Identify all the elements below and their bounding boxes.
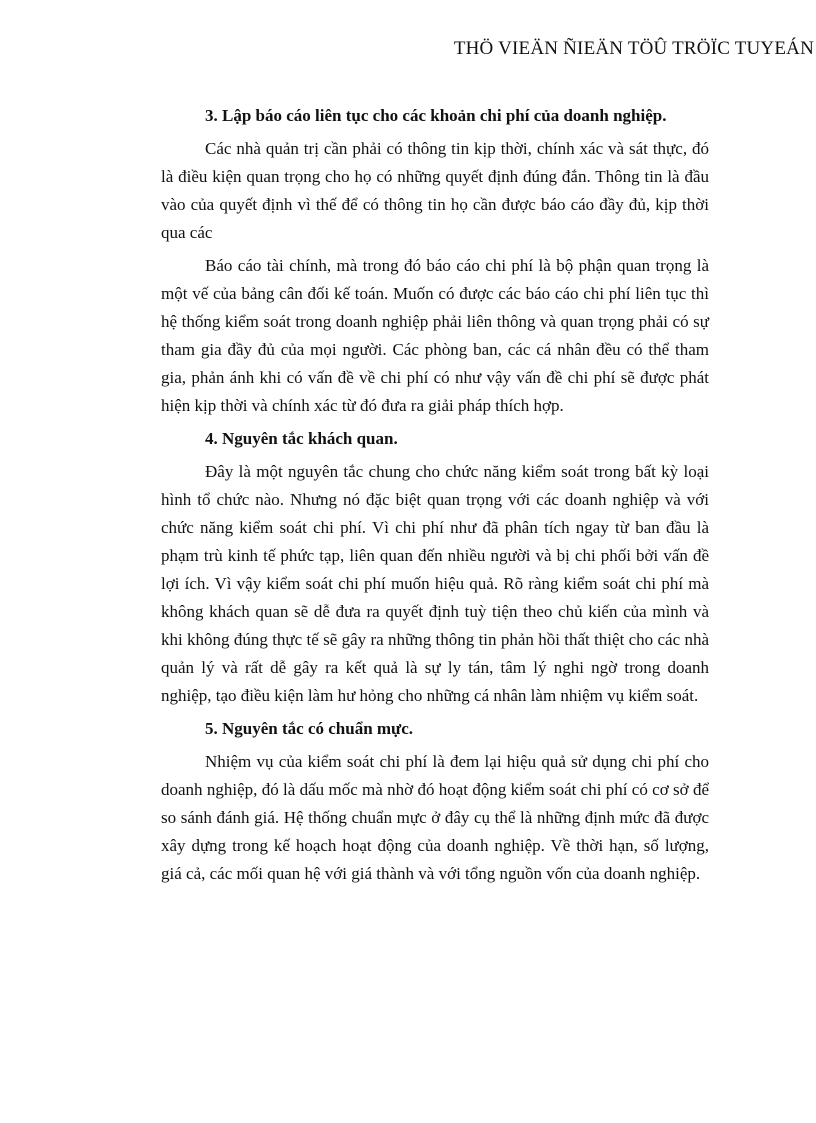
paragraph: Đây là một nguyên tắc chung cho chức năng kiểm soát trong bất kỳ loại hình tổ chức nào. Nhưng nó đặc biệt quan trọng với các doanh nghiệp và với chức năng kiểm soát chi phí. Vì chi phí như đã phân tích ngay từ ban đầu là phạm trù kinh tế phức tạp, liên quan đến nhiều người và bị chi phối bởi vấn đề lợi ích. Vì vậy kiểm soát chi phí muốn hiệu quả. Rõ ràng kiểm soát chi phí mà không khách quan sẽ dễ đưa ra quyết định tuỳ tiện theo chủ kiến của mình và khi không đúng thực tế sẽ gây ra những thông tin phản hồi thất thiệt cho các nhà quản lý và rất dễ gây ra kết quả là sự ly tán, tâm lý nghi ngờ trong doanh nghiệp, tạo điều kiện làm hư hỏng cho những cá nhân làm nhiệm vụ kiểm soát. [161, 462, 709, 705]
section-heading-5: 5. Nguyên tắc có chuẩn mực. [205, 719, 414, 738]
paragraph: Báo cáo tài chính, mà trong đó báo cáo chi phí là bộ phận quan trọng là một vế của bảng cân đối kế toán. Muốn có được các báo cáo chi phí liên tục thì hệ thống kiểm soát trong doanh nghiệp phải liên thông và quan trọng phải có sự tham gia đầy đủ của mọi người. Các phòng ban, các cá nhân đều có thể tham gia, phản ánh khi có vấn đề về chi phí có như vậy vấn đề chi phí sẽ được phát hiện kịp thời và chính xác từ đó đưa ra giải pháp thích hợp. [161, 256, 709, 415]
section-heading-4: 4. Nguyên tắc khách quan. [205, 429, 398, 448]
document-body [161, 102, 709, 893]
section-heading-3: 3. Lập báo cáo liên tục cho các khoản chi phí của doanh nghiệp. [205, 106, 667, 125]
paragraph: Nhiệm vụ của kiểm soát chi phí là đem lại hiệu quả sử dụng chi phí cho doanh nghiệp, đó là dấu mốc mà nhờ đó hoạt động kiểm soát chi phí có cơ sở để so sánh đánh giá. Hệ thống chuẩn mực ở đây cụ thể là những định mức đã được xây dựng trong kế hoạch hoạt động của doanh nghiệp. Về thời hạn, số lượng, giá cả, các mối quan hệ với giá thành và với tổng nguồn vốn của doanh nghiệp. [161, 752, 709, 883]
paragraph: Các nhà quản trị cần phải có thông tin kịp thời, chính xác và sát thực, đó là điều kiện quan trọng cho họ có những quyết định đúng đắn. Thông tin là đầu vào của quyết định vì thế để có thông tin họ cần được báo cáo đầy đủ, kịp thời qua các [161, 139, 709, 242]
page-header: THÖ VIEÄN ÑIEÄN TÖÛ TRÖÏC TUYEÁN [453, 38, 814, 59]
